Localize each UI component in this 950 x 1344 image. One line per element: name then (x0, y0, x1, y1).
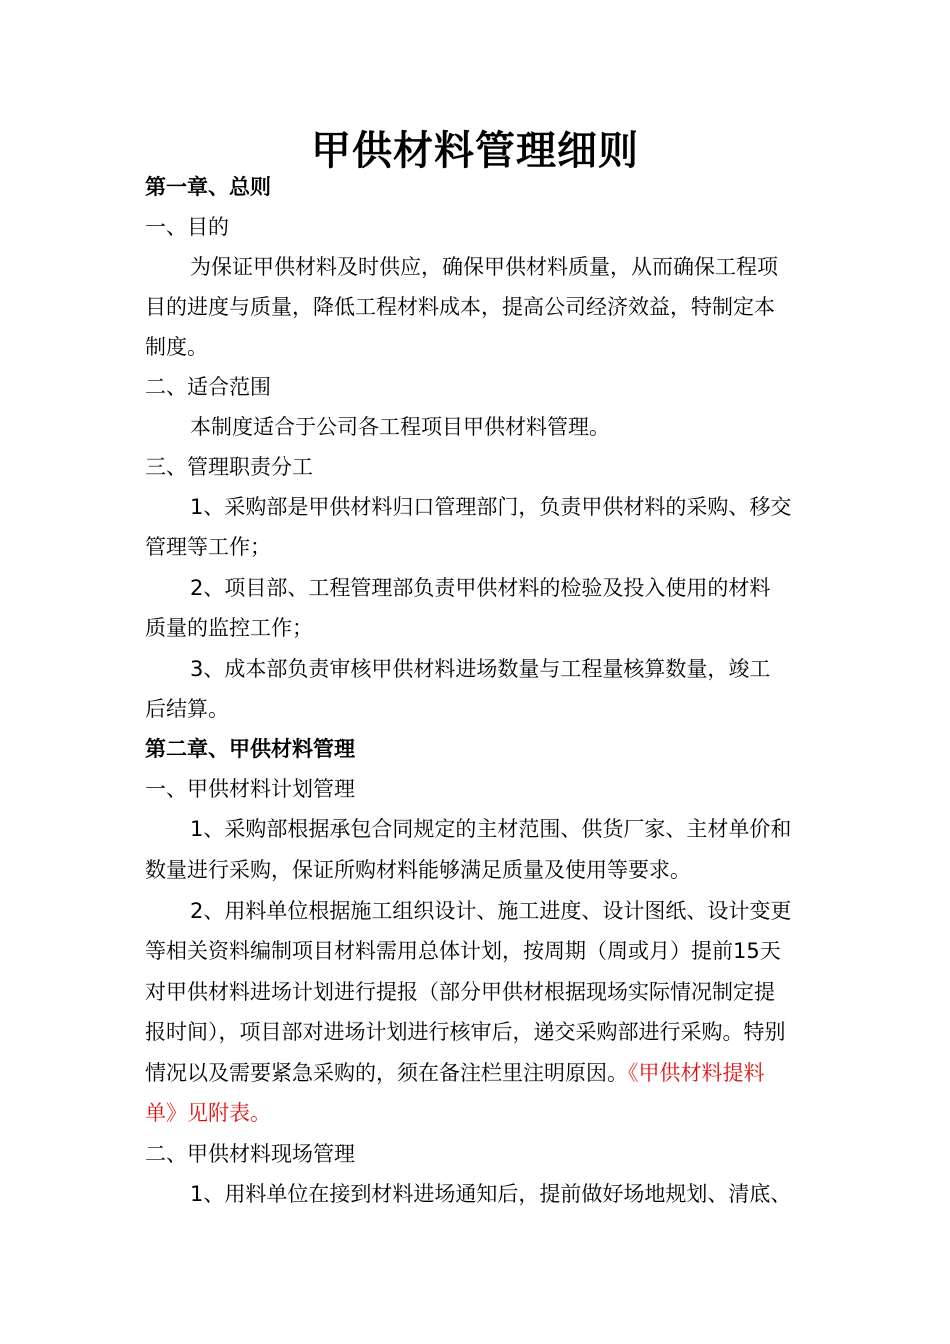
chapter-1-heading: 第一章、总则 (145, 175, 271, 199)
form-reference-link-text: 《甲供材料提料 (628, 1061, 765, 1085)
paragraph-line (145, 1058, 765, 1088)
paragraph-line: 管理等工作； (145, 535, 271, 559)
paragraph-text: 情况以及需要紧急采购的，须在备注栏里注明原因。 (145, 1061, 628, 1085)
paragraph-line: 本制度适合于公司各工程项目甲供材料管理。 (190, 415, 610, 439)
paragraph-line: 对甲供材料进场计划进行提报（部分甲供材根据现场实际情况制定提 (145, 980, 775, 1004)
section-heading: 一、目的 (145, 215, 229, 239)
section-heading: 一、甲供材料计划管理 (145, 777, 355, 801)
paragraph-line: 后结算。 (145, 697, 229, 721)
section-heading: 二、适合范围 (145, 375, 271, 399)
paragraph-line (145, 1098, 271, 1128)
document-title: 甲供材料管理细则 (311, 127, 639, 174)
paragraph-line: 为保证甲供材料及时供应，确保甲供材料质量，从而确保工程项 (190, 255, 778, 279)
paragraph-line: 制度。 (145, 335, 208, 359)
paragraph-line: 1、用料单位在接到材料进场通知后，提前做好场地规划、清底、 (190, 1182, 792, 1206)
section-heading: 二、甲供材料现场管理 (145, 1142, 355, 1166)
paragraph-line: 2、用料单位根据施工组织设计、施工进度、设计图纸、设计变更 (190, 899, 792, 923)
section-heading: 三、管理职责分工 (145, 455, 313, 479)
paragraph-line: 1、采购部根据承包合同规定的主材范围、供货厂家、主材单价和 (190, 817, 792, 841)
paragraph-line: 数量进行采购，保证所购材料能够满足质量及使用等要求。 (145, 858, 691, 882)
paragraph-line: 3、成本部负责审核甲供材料进场数量与工程量核算数量，竣工 (190, 657, 771, 681)
chapter-2-heading: 第二章、甲供材料管理 (145, 737, 355, 761)
paragraph-line: 等相关资料编制项目材料需用总体计划，按周期（周或月）提前15天 (145, 939, 781, 963)
appendix-note: 见附表。 (187, 1101, 271, 1125)
paragraph-line: 2、项目部、工程管理部负责甲供材料的检验及投入使用的材料 (190, 576, 771, 600)
paragraph-line: 报时间），项目部对进场计划进行核审后，递交采购部进行采购。特别 (145, 1020, 786, 1044)
paragraph-line: 质量的监控工作； (145, 616, 313, 640)
paragraph-line: 1、采购部是甲供材料归口管理部门，负责甲供材料的采购、移交 (190, 495, 792, 519)
form-reference-link-text: 单》 (145, 1101, 187, 1125)
paragraph-line: 目的进度与质量，降低工程材料成本，提高公司经济效益，特制定本 (145, 295, 775, 319)
